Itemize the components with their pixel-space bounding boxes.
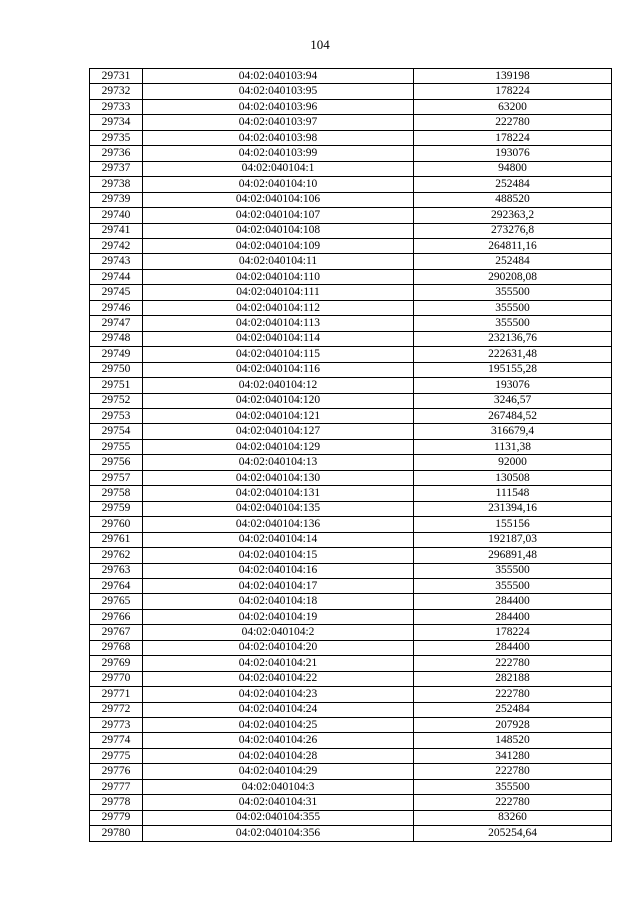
row-number-cell: 29737 (90, 161, 143, 176)
row-number-cell: 29764 (90, 578, 143, 593)
cadastral-number-cell: 04:02:040104:3 (143, 779, 414, 794)
cadastral-number-cell: 04:02:040104:107 (143, 208, 414, 223)
table-row (90, 316, 612, 331)
value-cell: 282188 (414, 671, 612, 686)
table-row (90, 254, 612, 269)
table-row (90, 192, 612, 207)
value-cell: 178224 (414, 84, 612, 99)
table-row (90, 439, 612, 454)
row-number-cell: 29738 (90, 177, 143, 192)
row-number-cell: 29750 (90, 362, 143, 377)
cadastral-number-cell: 04:02:040103:96 (143, 99, 414, 114)
value-cell: 355500 (414, 300, 612, 315)
value-cell: 355500 (414, 779, 612, 794)
cadastral-number-cell: 04:02:040104:22 (143, 671, 414, 686)
row-number-cell: 29760 (90, 517, 143, 532)
value-cell: 222780 (414, 115, 612, 130)
row-number-cell: 29753 (90, 408, 143, 423)
table-row (90, 532, 612, 547)
table-row (90, 640, 612, 655)
cadastral-number-cell: 04:02:040104:131 (143, 486, 414, 501)
cadastral-number-cell: 04:02:040104:15 (143, 548, 414, 563)
cadastral-number-cell: 04:02:040104:121 (143, 408, 414, 423)
row-number-cell: 29743 (90, 254, 143, 269)
value-cell: 63200 (414, 99, 612, 114)
cadastral-number-cell: 04:02:040104:130 (143, 470, 414, 485)
value-cell: 232136,76 (414, 331, 612, 346)
table-row (90, 238, 612, 253)
table-row (90, 223, 612, 238)
cadastral-number-cell: 04:02:040104:26 (143, 733, 414, 748)
value-cell: 252484 (414, 702, 612, 717)
cadastral-number-cell: 04:02:040104:13 (143, 455, 414, 470)
cadastral-number-cell: 04:02:040104:356 (143, 826, 414, 841)
value-cell: 292363,2 (414, 208, 612, 223)
cadastral-number-cell: 04:02:040104:116 (143, 362, 414, 377)
cadastral-number-cell: 04:02:040104:355 (143, 810, 414, 825)
value-cell: 264811,16 (414, 238, 612, 253)
cadastral-number-cell: 04:02:040104:114 (143, 331, 414, 346)
table-row (90, 347, 612, 362)
value-cell: 195155,28 (414, 362, 612, 377)
value-cell: 130508 (414, 470, 612, 485)
table-row (90, 795, 612, 810)
table-row (90, 99, 612, 114)
value-cell: 139198 (414, 69, 612, 84)
value-cell: 222631,48 (414, 347, 612, 362)
value-cell: 178224 (414, 625, 612, 640)
table-body (90, 69, 612, 842)
value-cell: 192187,03 (414, 532, 612, 547)
cadastral-number-cell: 04:02:040104:18 (143, 594, 414, 609)
row-number-cell: 29756 (90, 455, 143, 470)
row-number-cell: 29755 (90, 439, 143, 454)
value-cell: 111548 (414, 486, 612, 501)
cadastral-number-cell: 04:02:040103:94 (143, 69, 414, 84)
cadastral-number-cell: 04:02:040103:98 (143, 130, 414, 145)
value-cell: 155156 (414, 517, 612, 532)
cadastral-value-table (89, 68, 612, 842)
row-number-cell: 29754 (90, 424, 143, 439)
value-cell: 488520 (414, 192, 612, 207)
table-row (90, 810, 612, 825)
value-cell: 193076 (414, 146, 612, 161)
cadastral-number-cell: 04:02:040104:113 (143, 316, 414, 331)
value-cell: 83260 (414, 810, 612, 825)
cadastral-number-cell: 04:02:040104:14 (143, 532, 414, 547)
value-cell: 267484,52 (414, 408, 612, 423)
cadastral-number-cell: 04:02:040104:19 (143, 609, 414, 624)
cadastral-number-cell: 04:02:040104:12 (143, 378, 414, 393)
row-number-cell: 29774 (90, 733, 143, 748)
table-row (90, 733, 612, 748)
cadastral-number-cell: 04:02:040104:2 (143, 625, 414, 640)
table-row (90, 609, 612, 624)
row-number-cell: 29751 (90, 378, 143, 393)
table-row (90, 208, 612, 223)
value-cell: 205254,64 (414, 826, 612, 841)
cadastral-number-cell: 04:02:040104:108 (143, 223, 414, 238)
table-row (90, 764, 612, 779)
cadastral-number-cell: 04:02:040104:127 (143, 424, 414, 439)
row-number-cell: 29779 (90, 810, 143, 825)
value-cell: 284400 (414, 640, 612, 655)
cadastral-number-cell: 04:02:040104:136 (143, 517, 414, 532)
cadastral-number-cell: 04:02:040104:11 (143, 254, 414, 269)
value-cell: 355500 (414, 578, 612, 593)
row-number-cell: 29736 (90, 146, 143, 161)
cadastral-number-cell: 04:02:040103:99 (143, 146, 414, 161)
value-cell: 355500 (414, 285, 612, 300)
table-row (90, 130, 612, 145)
table-row (90, 393, 612, 408)
cadastral-number-cell: 04:02:040104:23 (143, 687, 414, 702)
row-number-cell: 29767 (90, 625, 143, 640)
table-row (90, 331, 612, 346)
table-row (90, 115, 612, 130)
table-row (90, 594, 612, 609)
cadastral-number-cell: 04:02:040104:29 (143, 764, 414, 779)
cadastral-number-cell: 04:02:040103:97 (143, 115, 414, 130)
value-cell: 355500 (414, 563, 612, 578)
value-cell: 94800 (414, 161, 612, 176)
cadastral-number-cell: 04:02:040103:95 (143, 84, 414, 99)
cadastral-number-cell: 04:02:040104:1 (143, 161, 414, 176)
table-row (90, 687, 612, 702)
cadastral-number-cell: 04:02:040104:10 (143, 177, 414, 192)
value-cell: 252484 (414, 177, 612, 192)
cadastral-number-cell: 04:02:040104:17 (143, 578, 414, 593)
cadastral-number-cell: 04:02:040104:28 (143, 748, 414, 763)
row-number-cell: 29776 (90, 764, 143, 779)
value-cell: 231394,16 (414, 501, 612, 516)
value-cell: 355500 (414, 316, 612, 331)
cadastral-number-cell: 04:02:040104:110 (143, 269, 414, 284)
row-number-cell: 29732 (90, 84, 143, 99)
table-row (90, 486, 612, 501)
value-cell: 193076 (414, 378, 612, 393)
value-cell: 284400 (414, 609, 612, 624)
table-row (90, 362, 612, 377)
value-cell: 222780 (414, 687, 612, 702)
row-number-cell: 29763 (90, 563, 143, 578)
table-row (90, 161, 612, 176)
row-number-cell: 29761 (90, 532, 143, 547)
value-cell: 207928 (414, 718, 612, 733)
row-number-cell: 29770 (90, 671, 143, 686)
table-row (90, 177, 612, 192)
cadastral-number-cell: 04:02:040104:25 (143, 718, 414, 733)
row-number-cell: 29745 (90, 285, 143, 300)
table-row (90, 146, 612, 161)
row-number-cell: 29757 (90, 470, 143, 485)
row-number-cell: 29733 (90, 99, 143, 114)
table-row (90, 656, 612, 671)
table-row (90, 285, 612, 300)
table-row (90, 455, 612, 470)
row-number-cell: 29765 (90, 594, 143, 609)
cadastral-number-cell: 04:02:040104:115 (143, 347, 414, 362)
value-cell: 222780 (414, 795, 612, 810)
row-number-cell: 29749 (90, 347, 143, 362)
cadastral-number-cell: 04:02:040104:20 (143, 640, 414, 655)
row-number-cell: 29778 (90, 795, 143, 810)
cadastral-number-cell: 04:02:040104:24 (143, 702, 414, 717)
row-number-cell: 29768 (90, 640, 143, 655)
value-cell: 284400 (414, 594, 612, 609)
row-number-cell: 29766 (90, 609, 143, 624)
row-number-cell: 29773 (90, 718, 143, 733)
table-row (90, 826, 612, 841)
table-row (90, 625, 612, 640)
table-row (90, 718, 612, 733)
value-cell: 1131,38 (414, 439, 612, 454)
value-cell: 148520 (414, 733, 612, 748)
table-row (90, 702, 612, 717)
row-number-cell: 29762 (90, 548, 143, 563)
row-number-cell: 29734 (90, 115, 143, 130)
row-number-cell: 29758 (90, 486, 143, 501)
table-row (90, 517, 612, 532)
table-row (90, 408, 612, 423)
cadastral-number-cell: 04:02:040104:112 (143, 300, 414, 315)
page-number: 104 (310, 37, 330, 52)
value-cell: 290208,08 (414, 269, 612, 284)
table-row (90, 779, 612, 794)
value-cell: 178224 (414, 130, 612, 145)
value-cell: 3246,57 (414, 393, 612, 408)
row-number-cell: 29752 (90, 393, 143, 408)
value-cell: 316679,4 (414, 424, 612, 439)
value-cell: 296891,48 (414, 548, 612, 563)
row-number-cell: 29735 (90, 130, 143, 145)
table-row (90, 69, 612, 84)
table-row (90, 300, 612, 315)
table-row (90, 378, 612, 393)
row-number-cell: 29775 (90, 748, 143, 763)
cadastral-number-cell: 04:02:040104:129 (143, 439, 414, 454)
table-row (90, 748, 612, 763)
table-row (90, 548, 612, 563)
table-row (90, 501, 612, 516)
cadastral-number-cell: 04:02:040104:120 (143, 393, 414, 408)
row-number-cell: 29746 (90, 300, 143, 315)
table-row (90, 269, 612, 284)
cadastral-number-cell: 04:02:040104:135 (143, 501, 414, 516)
row-number-cell: 29748 (90, 331, 143, 346)
value-cell: 222780 (414, 764, 612, 779)
table-row (90, 563, 612, 578)
value-cell: 273276,8 (414, 223, 612, 238)
cadastral-number-cell: 04:02:040104:31 (143, 795, 414, 810)
table-row (90, 84, 612, 99)
table-row (90, 671, 612, 686)
row-number-cell: 29777 (90, 779, 143, 794)
row-number-cell: 29780 (90, 826, 143, 841)
row-number-cell: 29742 (90, 238, 143, 253)
value-cell: 341280 (414, 748, 612, 763)
row-number-cell: 29771 (90, 687, 143, 702)
row-number-cell: 29739 (90, 192, 143, 207)
table-row (90, 424, 612, 439)
cadastral-number-cell: 04:02:040104:109 (143, 238, 414, 253)
cadastral-number-cell: 04:02:040104:21 (143, 656, 414, 671)
table-row (90, 578, 612, 593)
cadastral-number-cell: 04:02:040104:106 (143, 192, 414, 207)
cadastral-number-cell: 04:02:040104:16 (143, 563, 414, 578)
value-cell: 252484 (414, 254, 612, 269)
table-row (90, 470, 612, 485)
row-number-cell: 29747 (90, 316, 143, 331)
value-cell: 92000 (414, 455, 612, 470)
row-number-cell: 29740 (90, 208, 143, 223)
row-number-cell: 29731 (90, 69, 143, 84)
row-number-cell: 29744 (90, 269, 143, 284)
value-cell: 222780 (414, 656, 612, 671)
row-number-cell: 29741 (90, 223, 143, 238)
row-number-cell: 29759 (90, 501, 143, 516)
cadastral-number-cell: 04:02:040104:111 (143, 285, 414, 300)
row-number-cell: 29769 (90, 656, 143, 671)
row-number-cell: 29772 (90, 702, 143, 717)
